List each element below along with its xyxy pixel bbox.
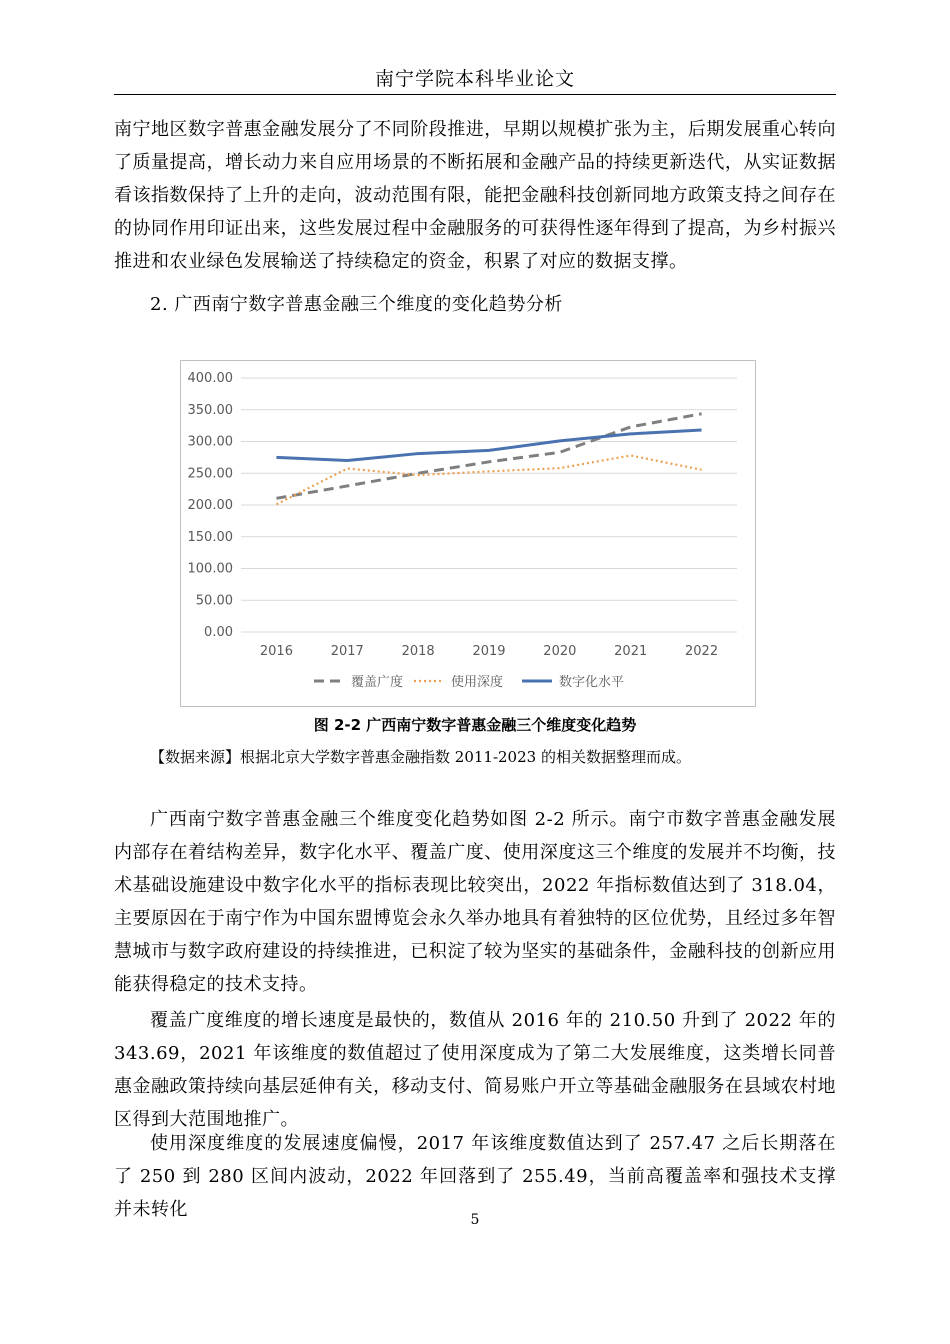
x-tick-label: 2022 [685,644,719,659]
y-tick-label: 300.00 [187,434,233,450]
line-chart [180,360,756,707]
page-number: 5 [470,1212,480,1228]
y-tick-label: 50.00 [195,593,233,609]
x-tick-label: 2019 [472,644,506,659]
x-tick-label: 2018 [401,644,435,659]
legend-label: 数字化水平 [559,675,625,690]
y-tick-label: 150.00 [187,529,233,545]
paragraph-3: 覆盖广度维度的增长速度是最快的，数值从 2016 年的 210.50 升到了 2022 年的 343.69，2021 年该维度的数值超过了使用深度成为了第二大发展维度，这类增长同普惠金融政策持续向基层延伸有关，移动支付、简易账户开立等基础金融服务在县域农村地区得到大范围地推广。 [114,1010,836,1130]
x-tick-label: 2016 [259,644,293,659]
y-tick-label: 0.00 [204,625,233,640]
running-header: 南宁学院本科毕业论文 [374,68,575,90]
x-tick-label: 2017 [330,644,364,659]
figure-caption: 图 2-2 广西南宁数字普惠金融三个维度变化趋势 [313,716,637,734]
y-tick-label: 400.00 [187,371,233,386]
x-tick-label: 2020 [543,644,577,659]
section-heading: 2. 广西南宁数字普惠金融三个维度的变化趋势分析 [150,294,563,315]
x-tick-label: 2021 [614,644,648,659]
y-tick-label: 200.00 [187,498,233,513]
paragraph-4: 使用深度维度的发展速度偏慢，2017 年该维度数值达到了 257.47 之后长期落在了 250 到 280 区间内波动，2022 年回落到了 255.49，当前高覆盖率和强技术支撑并未转化 [114,1133,836,1220]
y-tick-label: 350.00 [187,402,233,418]
paragraph-2: 广西南宁数字普惠金融三个维度变化趋势如图 2-2 所示。南宁市数字普惠金融发展内部存在着结构差异，数字化水平、覆盖广度、使用深度这三个维度的发展并不均衡，技术基础设施建设中数字化水平的指标表现比较突出，2022 年指标数值达到了 318.04，主要原因在于南宁作为中国东盟博览会永久举办地具有着独特的区位优势，且经过多年智慧城市与数字政府建设的持续推进，已积淀了较为坚实的基础条件，金融科技的创新应用能获得稳定的技术支持。 [114,809,836,995]
paragraph-1: 南宁地区数字普惠金融发展分了不同阶段推进，早期以规模扩张为主，后期发展重心转向了质量提高，增长动力来自应用场景的不断拓展和金融产品的持续更新迭代，从实证数据看该指数保持了上升的走向，波动范围有限，能把金融科技创新同地方政策支持之间存在的协同作用印证出来，这些发展过程中金融服务的可获得性逐年得到了提高，为乡村振兴推进和农业绿色发展输送了持续稳定的资金，积累了对应的数据支撑。 [114,119,836,272]
legend-label: 覆盖广度 [351,675,404,690]
header-rule [114,94,836,95]
chart-svg [181,361,755,706]
y-tick-label: 250.00 [187,466,233,482]
y-tick-label: 100.00 [187,561,233,577]
figure-source-note: 【数据来源】根据北京大学数字普惠金融指数 2011-2023 的相关数据整理而成。 [150,748,691,766]
legend-label: 使用深度 [451,675,504,690]
